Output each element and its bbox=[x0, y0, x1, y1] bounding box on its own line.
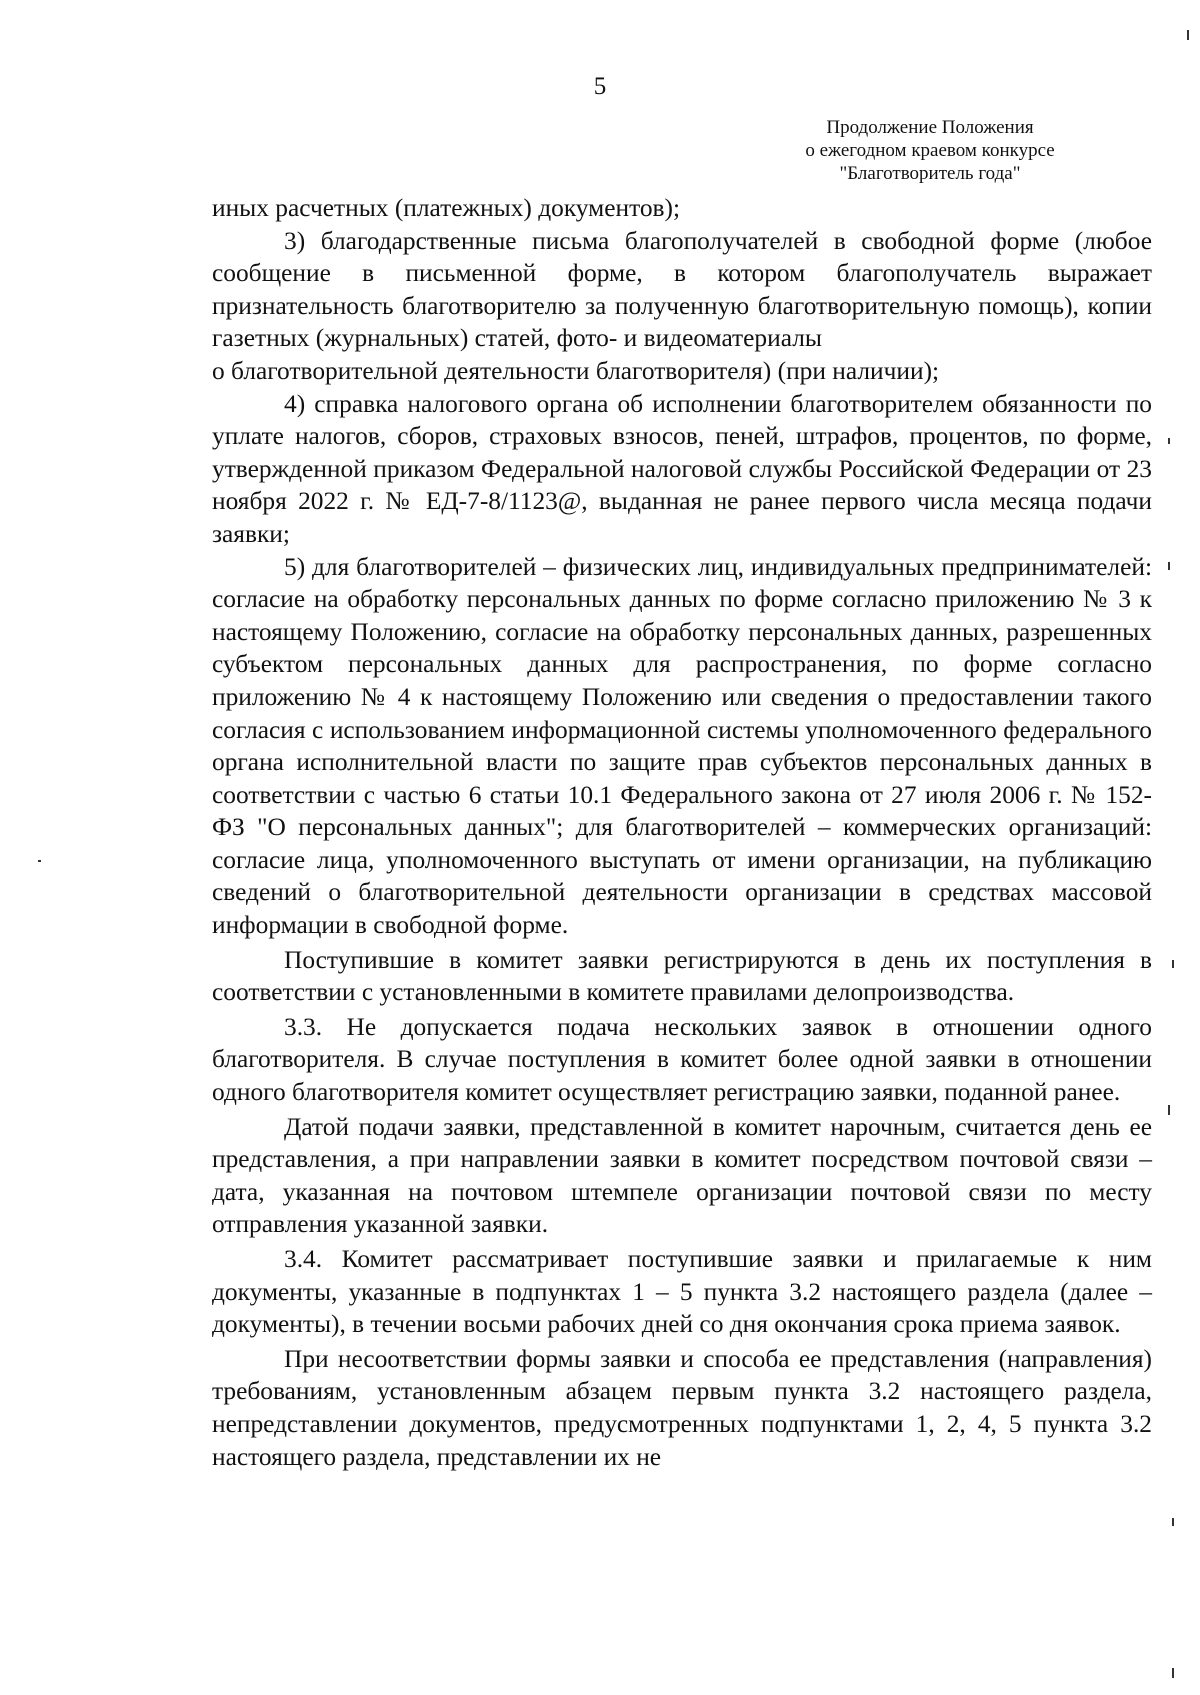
document-header-note bbox=[700, 116, 1160, 185]
paragraph-nonconformity: При несоответствии формы заявки и способа ее представления (направления) требованиям, установленным абзацем первым пункта 3.2 настоящего раздела, непредставлении документов, предусмотренных подпунктами 1, 2, 4, 5 пункта 3.2 настоящего раздела, представлении их не bbox=[212, 1344, 1152, 1471]
document-body bbox=[212, 192, 1152, 1473]
paragraph-item-4: 4) справка налогового органа об исполнении благотворителем обязанности по уплате налогов, сборов, страховых взносов, пеней, штрафов, процентов, по форме, утвержденной приказом Федеральной налоговой службы Российской Федерации от 23 ноября 2022 г. № ЕД-7-8/1123@, выданная не ранее первого числа месяца подачи заявки; bbox=[212, 389, 1152, 548]
header-line-3: "Благотворитель года" bbox=[839, 163, 1021, 184]
scan-artifact-mark bbox=[1168, 562, 1170, 570]
paragraph-item-3: 3) благодарственные письма благополучателей в свободной форме (любое сообщение в письменной форме, в котором благополучатель выражает признательность благотворителю за полученную благотворительную помощь), копии газетных (журнальных) статей, фото- и видеоматериалы bbox=[212, 226, 1152, 353]
scan-artifact-mark bbox=[1172, 1668, 1174, 1678]
paragraph-registration: Поступившие в комитет заявки регистрируются в день их поступления в соответствии с установленными в комитете правилами делопроизводства. bbox=[212, 945, 1152, 1007]
scan-artifact-mark bbox=[1168, 1105, 1170, 1115]
paragraph-submission-date: Датой подачи заявки, представленной в комитет нарочным, считается день ее представления, а при направлении заявки в комитет посредством почтовой связи – дата, указанная на почтовом штемпеле организации почтовой связи по месту отправления указанной заявки. bbox=[212, 1112, 1152, 1239]
paragraph-3-4: 3.4. Комитет рассматривает поступившие заявки и прилагаемые к ним документы, указанные в подпунктах 1 – 5 пункта 3.2 настоящего раздела (далее – документы), в течении восьми рабочих дней со дня окончания срока приема заявок. bbox=[212, 1245, 1152, 1339]
header-line-2: о ежегодном краевом конкурсе bbox=[805, 140, 1055, 161]
page-number: 5 bbox=[593, 73, 607, 100]
header-line-1: Продолжение Положения bbox=[826, 117, 1034, 138]
paragraph-3-3: 3.3. Не допускается подача нескольких заявок в отношении одного благотворителя. В случае поступления в комитет более одной заявки в отношении одного благотворителя комитет осуществляет регистрацию заявки, поданной ранее. bbox=[212, 1012, 1152, 1107]
scan-artifact-mark bbox=[1172, 1518, 1174, 1526]
scan-artifact-mark bbox=[1187, 30, 1189, 40]
paragraph-item-5: 5) для благотворителей – физических лиц, индивидуальных предпринимателей: согласие на обработку персональных данных по форме согласно приложению № 3 к настоящему Положению, согласие на обработку персональных данных, разрешенных субъектом персональных данных для распространения, по форме согласно приложению № 4 к настоящему Положению или сведения о предоставлении такого согласия с использованием информационной системы уполномоченного федерального органа исполнительной власти по защите прав субъектов персональных данных в соответствии с частью 6 статьи 10.1 Федерального закона от 27 июля 2006 г. № 152-ФЗ "О персональных данных"; для благотворителей – коммерческих организаций: согласие лица, уполномоченного выступать от имени организации, на публикацию сведений о благотворительной деятельности организации в средствах массовой информации в свободной форме. bbox=[212, 552, 1152, 940]
scan-artifact-mark bbox=[1172, 960, 1174, 968]
paragraph-item-3-continuation: о благотворительной деятельности благотворителя) (при наличии); bbox=[212, 356, 940, 385]
scan-artifact-mark bbox=[1168, 438, 1170, 444]
scan-artifact-mark bbox=[38, 860, 41, 862]
paragraph-continuation: иных расчетных (платежных) документов); bbox=[212, 194, 681, 222]
